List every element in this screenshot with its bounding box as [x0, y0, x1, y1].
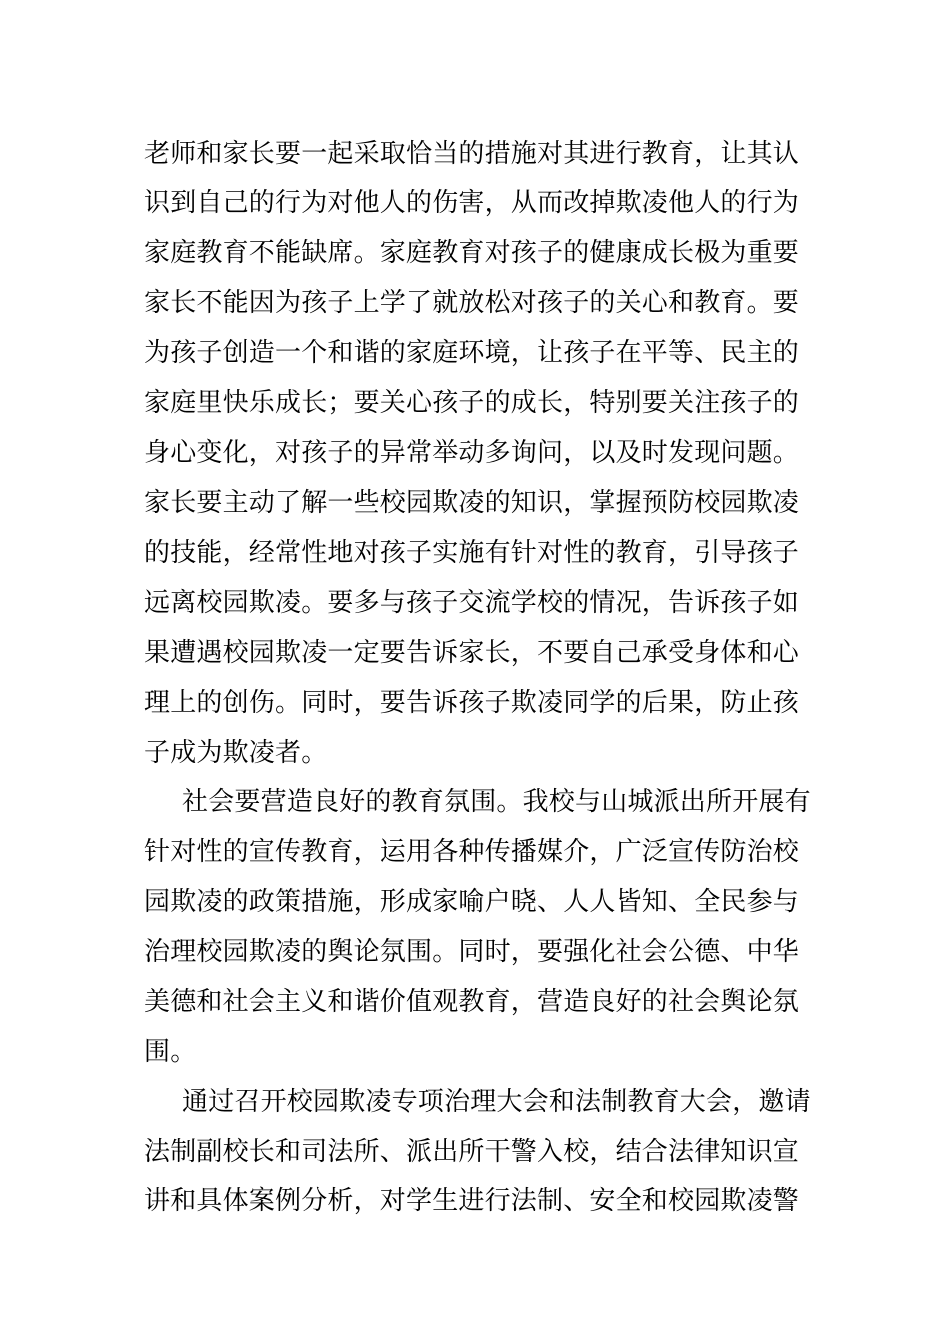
text-line: 为孩子创造一个和谐的家庭环境，让孩子在平等、民主的	[144, 338, 800, 368]
text-line: 身心变化，对孩子的异常举动多询问，以及时发现问题。	[144, 438, 800, 468]
text-line: 围。	[144, 1037, 197, 1067]
paragraph-first-line: 通过召开校园欺凌专项治理大会和法制教育大会，邀请	[182, 1087, 811, 1117]
text-line: 果遭遇校园欺凌一定要告诉家长，不要自己承受身体和心	[144, 638, 800, 668]
text-line: 园欺凌的政策措施，形成家喻户晓、人人皆知、全民参与	[144, 887, 800, 917]
text-line: 理上的创伤。同时，要告诉孩子欺凌同学的后果，防止孩	[144, 688, 800, 718]
text-line: 家长要主动了解一些校园欺凌的知识，掌握预防校园欺凌	[144, 488, 800, 518]
text-line: 治理校园欺凌的舆论氛围。同时，要强化社会公德、中华	[144, 937, 800, 967]
text-line: 远离校园欺凌。要多与孩子交流学校的情况，告诉孩子如	[144, 588, 800, 618]
text-line: 针对性的宣传教育，运用各种传播媒介，广泛宣传防治校	[144, 837, 800, 867]
text-line: 讲和具体案例分析，对学生进行法制、安全和校园欺凌警	[144, 1186, 800, 1216]
text-line: 老师和家长要一起采取恰当的措施对其进行教育，让其认	[144, 139, 800, 169]
text-line: 美德和社会主义和谐价值观教育，营造良好的社会舆论氛	[144, 987, 800, 1017]
text-line: 法制副校长和司法所、派出所干警入校，结合法律知识宣	[144, 1137, 800, 1167]
text-line: 的技能，经常性地对孩子实施有针对性的教育，引导孩子	[144, 538, 800, 568]
text-line: 家庭教育不能缺席。家庭教育对孩子的健康成长极为重要	[144, 238, 800, 268]
text-line: 识到自己的行为对他人的伤害，从而改掉欺凌他人的行为	[144, 188, 800, 218]
paragraph-first-line: 社会要营造良好的教育氛围。我校与山城派出所开展有	[182, 787, 811, 817]
text-line: 家长不能因为孩子上学了就放松对孩子的关心和教育。要	[144, 288, 800, 318]
text-line: 子成为欺凌者。	[144, 738, 328, 768]
text-line: 家庭里快乐成长；要关心孩子的成长，特别要关注孩子的	[144, 388, 800, 418]
